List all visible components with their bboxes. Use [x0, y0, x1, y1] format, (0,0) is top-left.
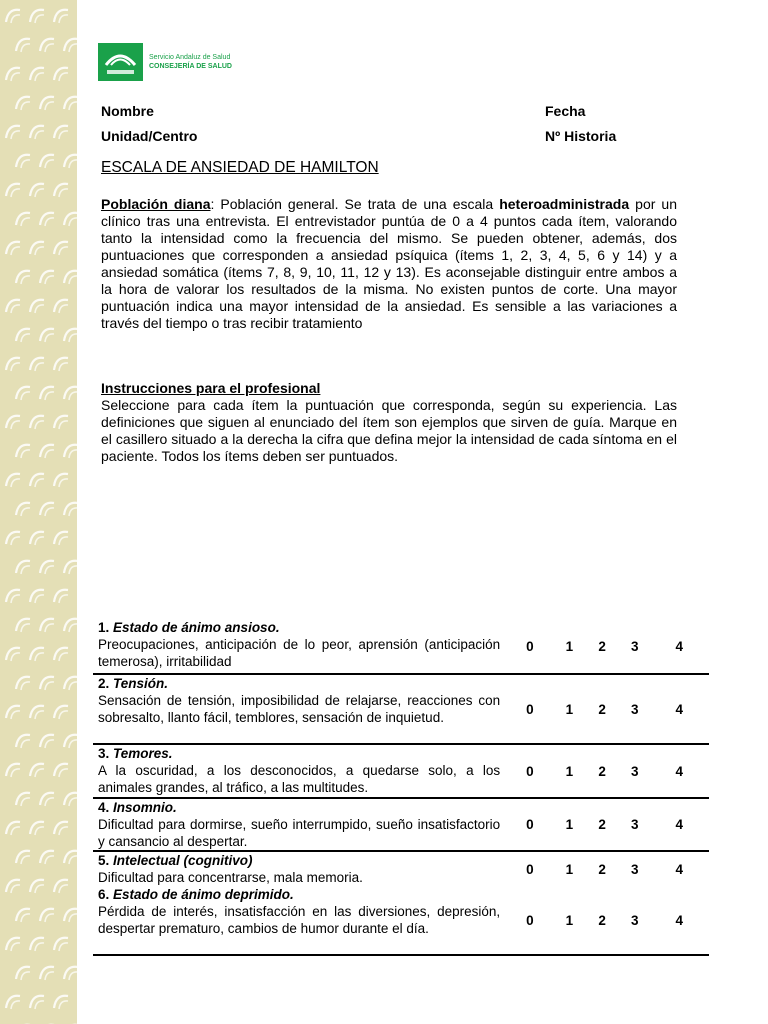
- score-option-1[interactable]: 1: [565, 817, 574, 832]
- score-option-1[interactable]: 1: [565, 763, 574, 779]
- item-row: [93, 886, 709, 955]
- item-description-cell: [93, 744, 505, 798]
- item-number: 1.: [98, 620, 110, 635]
- logo-line2: CONSEJERÍA DE SALUD: [149, 63, 232, 70]
- item-text: Sensación de tensión, imposibilidad de relajarse, reacciones con sobresalto, llanto fácil, temblores, sensación de inquietud.: [98, 693, 501, 725]
- instructions-section: [101, 380, 677, 465]
- logo-line1: Servicio Andaluz de Salud: [149, 54, 231, 61]
- score-option-1[interactable]: 1: [565, 701, 574, 717]
- score-option-0[interactable]: 0: [526, 638, 534, 654]
- item-number: 5.: [98, 853, 110, 868]
- instructions-text: Seleccione para cada ítem la puntuación que corresponda, según su experiencia. Las definiciones que siguen al enunciado del ítem son ejemplos que sirven de guía. Marque en el casillero situado a la derecha la cifra que defina mejor la intensidad de cada síntoma en el paciente. Todos los ítems deben ser puntuados.: [101, 397, 677, 464]
- item-description-cell: [93, 851, 505, 886]
- score-option-3[interactable]: 3: [631, 912, 639, 928]
- score-option-2[interactable]: 2: [598, 817, 606, 832]
- score-option-3[interactable]: 3: [631, 638, 639, 654]
- score-option-4[interactable]: 4: [675, 817, 684, 832]
- item-text: Dificultad para concentrarse, mala memoria.: [98, 870, 363, 885]
- item-title: Estado de ánimo ansioso.: [113, 620, 280, 635]
- score-option-3[interactable]: 3: [631, 817, 639, 832]
- score-option-4[interactable]: 4: [675, 912, 684, 928]
- document-title: ESCALA DE ANSIEDAD DE HAMILTON: [101, 159, 379, 176]
- score-option-4[interactable]: 4: [675, 701, 684, 717]
- item-row: [93, 798, 709, 851]
- name-label: Nombre: [101, 103, 154, 119]
- item-title: Temores.: [113, 746, 173, 761]
- score-option-0[interactable]: 0: [526, 763, 534, 779]
- instructions-heading: Instrucciones para el profesional: [101, 380, 321, 396]
- population-label: Población diana: [101, 196, 211, 212]
- score-option-3[interactable]: 3: [631, 701, 639, 717]
- item-number: 3.: [98, 746, 110, 761]
- item-description-cell: [93, 619, 505, 674]
- score-option-1[interactable]: 1: [565, 912, 574, 928]
- date-label: Fecha: [545, 103, 586, 119]
- score-option-4[interactable]: 4: [675, 638, 684, 654]
- decorative-border: [0, 0, 77, 1024]
- score-option-2[interactable]: 2: [598, 638, 606, 654]
- item-title: Intelectual (cognitivo): [113, 853, 253, 868]
- population-text-b: por un clínico tras una entrevista. El entrevistador puntúa de 0 a 4 puntos cada ítem, valorando tanto la intensidad como la frecuencia del mismo. Se pueden obtener, además, dos puntuaciones que corresponden a ansiedad psíquica (ítems 1, 2, 3, 4, 5, 6 y 14) y a ansiedad somática (ítems 7, 8, 9, 10, 11, 12 y 13). Es aconsejable distinguir entre ambos a la hora de valorar los resultados de la misma. No existen puntos de corte. Una mayor puntuación indica una mayor intensidad de la ansiedad. Es sensible a las variaciones a través del tiempo o tras recibir tratamiento: [101, 196, 677, 331]
- item-title: Insomnio.: [113, 800, 177, 815]
- score-option-1[interactable]: 1: [565, 861, 574, 877]
- item-title: Tensión.: [113, 676, 169, 691]
- item-title: Estado de ánimo deprimido.: [113, 887, 294, 902]
- population-text-a: : Población general. Se trata de una escala: [210, 196, 500, 212]
- item-text: A la oscuridad, a los desconocidos, a quedarse solo, a los animales grandes, al tráfico, a las multitudes.: [98, 763, 501, 795]
- item-description-cell: [93, 886, 505, 955]
- item-description-cell: [93, 674, 505, 744]
- institution-logo: [98, 43, 232, 81]
- score-option-2[interactable]: 2: [598, 861, 606, 877]
- items-table: [93, 619, 709, 956]
- history-label: Nº Historia: [545, 128, 617, 144]
- item-row: [93, 619, 709, 674]
- item-row: [93, 851, 709, 886]
- junta-emblem-icon: [98, 43, 143, 81]
- unit-label: Unidad/Centro: [101, 128, 198, 144]
- item-row: [93, 744, 709, 798]
- score-option-4[interactable]: 4: [675, 763, 684, 779]
- population-bold-term: heteroadministrada: [499, 196, 630, 212]
- score-option-4[interactable]: 4: [675, 861, 684, 877]
- item-number: 2.: [98, 676, 110, 691]
- item-text: Dificultad para dormirse, sueño interrumpido, sueño insatisfactorio y cansancio al despertar.: [98, 817, 501, 849]
- score-option-0[interactable]: 0: [526, 861, 534, 877]
- swirl-pattern: [0, 0, 77, 1024]
- item-text: Pérdida de interés, insatisfacción en las diversiones, depresión, despertar prematuro, cambios de humor durante el día.: [98, 904, 501, 936]
- item-number: 6.: [98, 887, 110, 902]
- item-description-cell: [93, 798, 505, 851]
- item-text: Preocupaciones, anticipación de lo peor, aprensión (anticipación temerosa), irritabilidad: [98, 637, 501, 669]
- item-number: 4.: [98, 800, 110, 815]
- score-option-0[interactable]: 0: [526, 912, 534, 928]
- score-option-3[interactable]: 3: [631, 763, 639, 779]
- score-option-2[interactable]: 2: [598, 763, 606, 779]
- population-paragraph: [101, 196, 677, 332]
- score-option-2[interactable]: 2: [598, 701, 606, 717]
- score-option-3[interactable]: 3: [631, 861, 639, 877]
- score-option-0[interactable]: 0: [526, 817, 534, 832]
- score-option-2[interactable]: 2: [598, 912, 606, 928]
- score-option-1[interactable]: 1: [565, 638, 574, 654]
- score-option-0[interactable]: 0: [526, 701, 534, 717]
- item-row: [93, 674, 709, 744]
